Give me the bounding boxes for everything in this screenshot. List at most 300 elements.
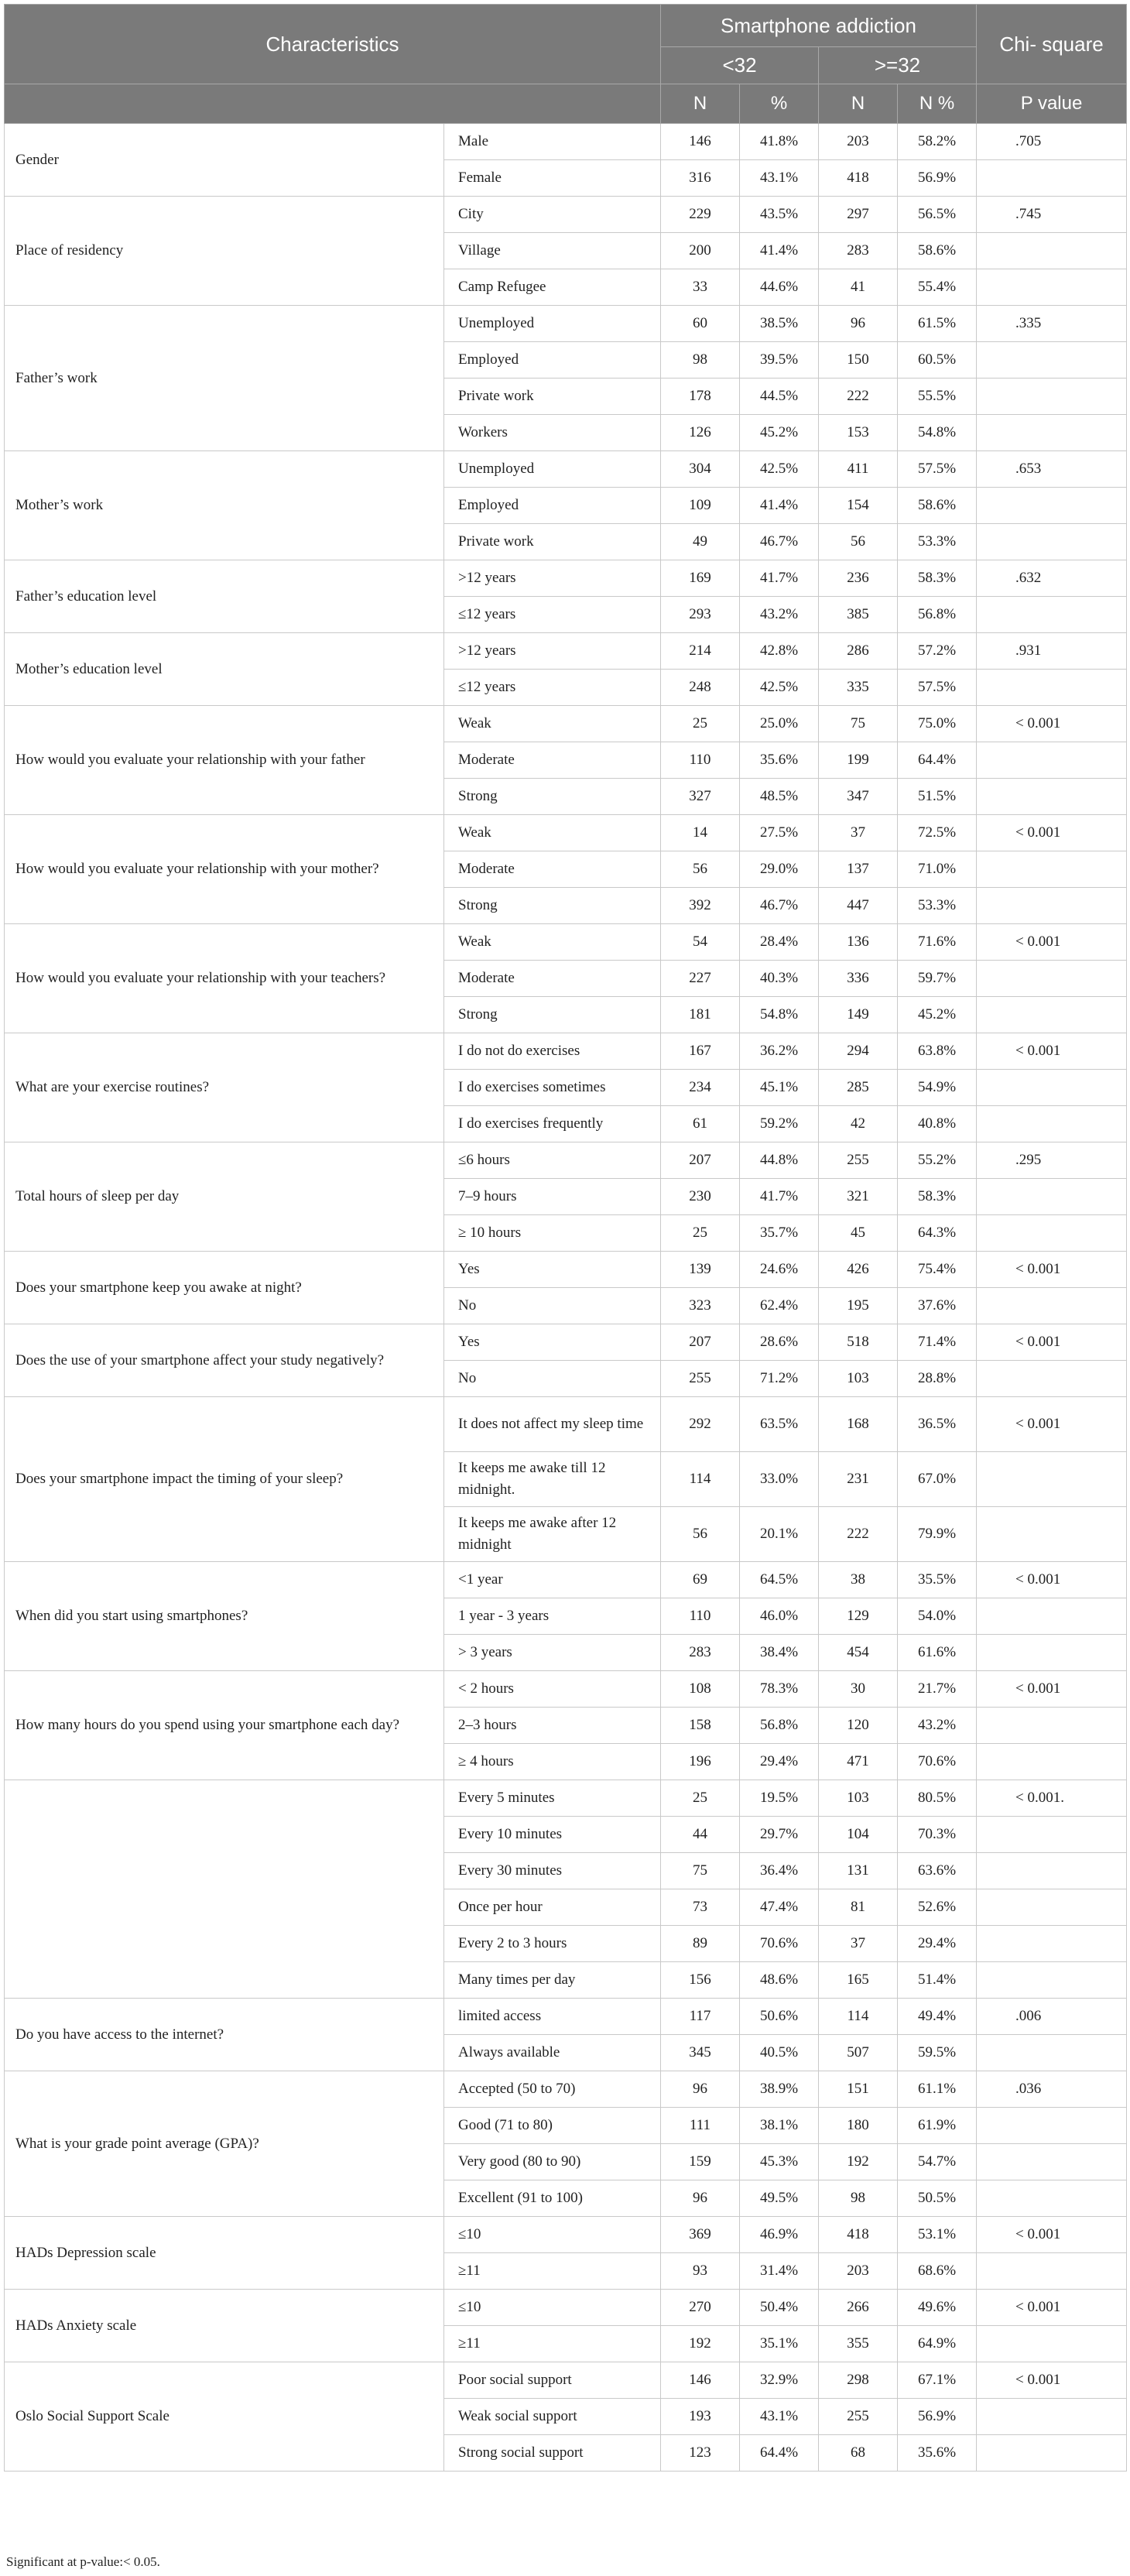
percent-low: 46.7% — [740, 888, 819, 924]
count-low: 193 — [661, 2399, 740, 2435]
count-low: 207 — [661, 1324, 740, 1361]
percent-high: 64.4% — [898, 742, 977, 779]
count-low: 392 — [661, 888, 740, 924]
percent-high: 75.4% — [898, 1252, 977, 1288]
table-row — [5, 2362, 1127, 2399]
count-high: 195 — [819, 1288, 898, 1324]
count-low: 369 — [661, 2217, 740, 2253]
percent-high: 21.7% — [898, 1671, 977, 1708]
p-value — [977, 1215, 1127, 1252]
count-low: 323 — [661, 1288, 740, 1324]
category-label: Accepted (50 to 70) — [444, 2071, 661, 2108]
count-low: 200 — [661, 233, 740, 269]
percent-low: 63.5% — [740, 1397, 819, 1452]
count-high: 165 — [819, 1962, 898, 1999]
percent-high: 54.7% — [898, 2144, 977, 2180]
percent-high: 54.8% — [898, 415, 977, 451]
percent-low: 25.0% — [740, 706, 819, 742]
count-low: 139 — [661, 1252, 740, 1288]
percent-low: 36.4% — [740, 1853, 819, 1889]
table-row — [5, 197, 1127, 233]
percent-high: 70.6% — [898, 1744, 977, 1780]
category-label: Weak social support — [444, 2399, 661, 2435]
count-low: 234 — [661, 1070, 740, 1106]
percent-low: 27.5% — [740, 815, 819, 851]
p-value: < 0.001 — [977, 2290, 1127, 2326]
count-low: 114 — [661, 1452, 740, 1507]
category-label: Poor social support — [444, 2362, 661, 2399]
count-high: 447 — [819, 888, 898, 924]
category-label: No — [444, 1361, 661, 1397]
category-label: Camp Refugee — [444, 269, 661, 306]
header-n-low: N — [661, 84, 740, 124]
percent-high: 57.2% — [898, 633, 977, 670]
percent-high: 58.2% — [898, 124, 977, 160]
characteristic-label — [5, 1780, 444, 1999]
p-value: < 0.001. — [977, 1780, 1127, 1817]
count-low: 293 — [661, 597, 740, 633]
percent-high: 45.2% — [898, 997, 977, 1033]
category-label: Yes — [444, 1252, 661, 1288]
percent-high: 64.3% — [898, 1215, 977, 1252]
p-value — [977, 961, 1127, 997]
p-value: < 0.001 — [977, 1252, 1127, 1288]
count-high: 154 — [819, 488, 898, 524]
category-label: ≤12 years — [444, 670, 661, 706]
table-row — [5, 2071, 1127, 2108]
percent-low: 41.8% — [740, 124, 819, 160]
category-label: Every 30 minutes — [444, 1853, 661, 1889]
p-value — [977, 1507, 1127, 1562]
count-high: 199 — [819, 742, 898, 779]
percent-high: 58.6% — [898, 233, 977, 269]
percent-high: 53.3% — [898, 524, 977, 560]
percent-low: 31.4% — [740, 2253, 819, 2290]
category-label: >12 years — [444, 560, 661, 597]
characteristic-label: HADs Anxiety scale — [5, 2290, 444, 2362]
category-label: Moderate — [444, 742, 661, 779]
count-low: 73 — [661, 1889, 740, 1926]
percent-high: 58.3% — [898, 1179, 977, 1215]
category-label: Male — [444, 124, 661, 160]
category-label: Village — [444, 233, 661, 269]
percent-high: 71.4% — [898, 1324, 977, 1361]
percent-low: 42.5% — [740, 451, 819, 488]
category-label: ≤10 — [444, 2290, 661, 2326]
p-value — [977, 1635, 1127, 1671]
count-low: 192 — [661, 2326, 740, 2362]
p-value: < 0.001 — [977, 2362, 1127, 2399]
category-label: Moderate — [444, 851, 661, 888]
percent-low: 50.6% — [740, 1999, 819, 2035]
percent-low: 48.5% — [740, 779, 819, 815]
category-label: Many times per day — [444, 1962, 661, 1999]
count-low: 110 — [661, 742, 740, 779]
count-low: 227 — [661, 961, 740, 997]
p-value — [977, 851, 1127, 888]
category-label: ≤6 hours — [444, 1142, 661, 1179]
count-high: 418 — [819, 2217, 898, 2253]
percent-high: 51.5% — [898, 779, 977, 815]
p-value: .006 — [977, 1999, 1127, 2035]
percent-low: 38.1% — [740, 2108, 819, 2144]
percent-low: 46.0% — [740, 1598, 819, 1635]
count-low: 61 — [661, 1106, 740, 1142]
count-low: 230 — [661, 1179, 740, 1215]
percent-high: 43.2% — [898, 1708, 977, 1744]
p-value — [977, 2180, 1127, 2217]
count-low: 292 — [661, 1397, 740, 1452]
count-low: 89 — [661, 1926, 740, 1962]
count-high: 454 — [819, 1635, 898, 1671]
table-row — [5, 924, 1127, 961]
p-value: .632 — [977, 560, 1127, 597]
percent-low: 19.5% — [740, 1780, 819, 1817]
p-value — [977, 1598, 1127, 1635]
percent-low: 43.2% — [740, 597, 819, 633]
category-label: Strong — [444, 888, 661, 924]
percent-high: 50.5% — [898, 2180, 977, 2217]
percent-high: 36.5% — [898, 1397, 977, 1452]
percent-high: 72.5% — [898, 815, 977, 851]
header-blank — [5, 84, 661, 124]
p-value — [977, 1106, 1127, 1142]
p-value: < 0.001 — [977, 924, 1127, 961]
count-high: 385 — [819, 597, 898, 633]
percent-low: 29.4% — [740, 1744, 819, 1780]
percent-low: 38.4% — [740, 1635, 819, 1671]
table-body — [5, 124, 1127, 2472]
percent-low: 78.3% — [740, 1671, 819, 1708]
count-high: 41 — [819, 269, 898, 306]
count-low: 96 — [661, 2071, 740, 2108]
count-high: 203 — [819, 124, 898, 160]
category-label: 7–9 hours — [444, 1179, 661, 1215]
percent-high: 80.5% — [898, 1780, 977, 1817]
category-label: Unemployed — [444, 306, 661, 342]
table-row — [5, 2290, 1127, 2326]
percent-high: 68.6% — [898, 2253, 977, 2290]
percent-high: 56.8% — [898, 597, 977, 633]
percent-high: 58.6% — [898, 488, 977, 524]
count-high: 114 — [819, 1999, 898, 2035]
percent-high: 52.6% — [898, 1889, 977, 1926]
p-value — [977, 1817, 1127, 1853]
percent-high: 59.7% — [898, 961, 977, 997]
percent-low: 64.4% — [740, 2435, 819, 2472]
category-label: Employed — [444, 488, 661, 524]
p-value — [977, 1853, 1127, 1889]
percent-low: 70.6% — [740, 1926, 819, 1962]
p-value — [977, 670, 1127, 706]
p-value — [977, 1962, 1127, 1999]
count-low: 56 — [661, 851, 740, 888]
percent-low: 41.7% — [740, 560, 819, 597]
table-header — [5, 5, 1127, 124]
percent-high: 49.4% — [898, 1999, 977, 2035]
count-high: 38 — [819, 1562, 898, 1598]
category-label: Workers — [444, 415, 661, 451]
table-row — [5, 1562, 1127, 1598]
p-value: .745 — [977, 197, 1127, 233]
p-value: < 0.001 — [977, 2217, 1127, 2253]
header-low-score: <32 — [661, 47, 819, 84]
characteristic-label: Father’s education level — [5, 560, 444, 633]
p-value — [977, 415, 1127, 451]
category-label: City — [444, 197, 661, 233]
count-high: 321 — [819, 1179, 898, 1215]
count-high: 418 — [819, 160, 898, 197]
characteristic-label: Father’s work — [5, 306, 444, 451]
percent-low: 24.6% — [740, 1252, 819, 1288]
count-low: 69 — [661, 1562, 740, 1598]
category-label: Private work — [444, 524, 661, 560]
count-low: 110 — [661, 1598, 740, 1635]
count-low: 169 — [661, 560, 740, 597]
p-value — [977, 1708, 1127, 1744]
percent-high: 54.0% — [898, 1598, 977, 1635]
p-value: .036 — [977, 2071, 1127, 2108]
percent-low: 45.1% — [740, 1070, 819, 1106]
count-low: 54 — [661, 924, 740, 961]
count-high: 180 — [819, 2108, 898, 2144]
count-high: 335 — [819, 670, 898, 706]
table-row — [5, 633, 1127, 670]
count-high: 222 — [819, 1507, 898, 1562]
count-high: 153 — [819, 415, 898, 451]
characteristic-label: Does your smartphone impact the timing of your sleep? — [5, 1397, 444, 1562]
percent-high: 40.8% — [898, 1106, 977, 1142]
count-low: 159 — [661, 2144, 740, 2180]
p-value — [977, 524, 1127, 560]
count-low: 327 — [661, 779, 740, 815]
percent-low: 50.4% — [740, 2290, 819, 2326]
percent-high: 70.3% — [898, 1817, 977, 1853]
percent-low: 28.6% — [740, 1324, 819, 1361]
category-label: I do not do exercises — [444, 1033, 661, 1070]
count-high: 168 — [819, 1397, 898, 1452]
p-value — [977, 779, 1127, 815]
count-high: 355 — [819, 2326, 898, 2362]
p-value — [977, 160, 1127, 197]
count-high: 56 — [819, 524, 898, 560]
characteristic-label: How many hours do you spend using your smartphone each day? — [5, 1671, 444, 1780]
percent-high: 61.1% — [898, 2071, 977, 2108]
table-footnote: Significant at p-value:< 0.05. — [6, 2554, 160, 2569]
characteristic-label: Do you have access to the internet? — [5, 1999, 444, 2071]
percent-low: 41.4% — [740, 233, 819, 269]
header-chi-square: Chi- square — [977, 5, 1127, 84]
percent-high: 35.6% — [898, 2435, 977, 2472]
category-label: 1 year - 3 years — [444, 1598, 661, 1635]
percent-high: 56.9% — [898, 160, 977, 197]
count-high: 103 — [819, 1780, 898, 1817]
category-label: No — [444, 1288, 661, 1324]
count-high: 129 — [819, 1598, 898, 1635]
percent-high: 55.5% — [898, 379, 977, 415]
p-value — [977, 1070, 1127, 1106]
table-row — [5, 1324, 1127, 1361]
p-value — [977, 597, 1127, 633]
percent-low: 46.7% — [740, 524, 819, 560]
p-value — [977, 997, 1127, 1033]
category-label: Excellent (91 to 100) — [444, 2180, 661, 2217]
count-low: 123 — [661, 2435, 740, 2472]
header-high-score: >=32 — [819, 47, 977, 84]
percent-low: 71.2% — [740, 1361, 819, 1397]
category-label: ≤10 — [444, 2217, 661, 2253]
category-label: Every 5 minutes — [444, 1780, 661, 1817]
p-value — [977, 1926, 1127, 1962]
percent-high: 55.4% — [898, 269, 977, 306]
count-low: 316 — [661, 160, 740, 197]
percent-low: 38.9% — [740, 2071, 819, 2108]
count-low: 25 — [661, 1780, 740, 1817]
count-high: 266 — [819, 2290, 898, 2326]
category-label: Every 2 to 3 hours — [444, 1926, 661, 1962]
percent-low: 35.7% — [740, 1215, 819, 1252]
table-row — [5, 560, 1127, 597]
p-value: .335 — [977, 306, 1127, 342]
count-low: 178 — [661, 379, 740, 415]
count-high: 131 — [819, 1853, 898, 1889]
count-high: 68 — [819, 2435, 898, 2472]
p-value: .295 — [977, 1142, 1127, 1179]
category-label: It does not affect my sleep time — [444, 1397, 661, 1452]
percent-low: 32.9% — [740, 2362, 819, 2399]
p-value: < 0.001 — [977, 1562, 1127, 1598]
category-label: Every 10 minutes — [444, 1817, 661, 1853]
count-low: 255 — [661, 1361, 740, 1397]
count-high: 75 — [819, 706, 898, 742]
category-label: Unemployed — [444, 451, 661, 488]
p-value — [977, 742, 1127, 779]
count-low: 93 — [661, 2253, 740, 2290]
percent-high: 79.9% — [898, 1507, 977, 1562]
percent-high: 60.5% — [898, 342, 977, 379]
percent-high: 57.5% — [898, 670, 977, 706]
percent-low: 44.5% — [740, 379, 819, 415]
percent-high: 63.6% — [898, 1853, 977, 1889]
count-low: 345 — [661, 2035, 740, 2071]
count-high: 151 — [819, 2071, 898, 2108]
category-label: Always available — [444, 2035, 661, 2071]
count-low: 214 — [661, 633, 740, 670]
count-high: 255 — [819, 1142, 898, 1179]
p-value — [977, 379, 1127, 415]
p-value — [977, 2108, 1127, 2144]
percent-high: 56.5% — [898, 197, 977, 233]
p-value — [977, 1361, 1127, 1397]
data-table — [4, 4, 1127, 2472]
p-value: < 0.001 — [977, 706, 1127, 742]
count-low: 207 — [661, 1142, 740, 1179]
percent-high: 75.0% — [898, 706, 977, 742]
count-high: 286 — [819, 633, 898, 670]
percent-high: 28.8% — [898, 1361, 977, 1397]
count-low: 146 — [661, 2362, 740, 2399]
category-label: ≥11 — [444, 2253, 661, 2290]
percent-low: 54.8% — [740, 997, 819, 1033]
count-low: 181 — [661, 997, 740, 1033]
p-value — [977, 488, 1127, 524]
count-high: 336 — [819, 961, 898, 997]
characteristic-label: HADs Depression scale — [5, 2217, 444, 2290]
table-row — [5, 1033, 1127, 1070]
count-high: 426 — [819, 1252, 898, 1288]
characteristic-label: Place of residency — [5, 197, 444, 306]
percent-high: 61.5% — [898, 306, 977, 342]
category-label: limited access — [444, 1999, 661, 2035]
count-high: 98 — [819, 2180, 898, 2217]
category-label: It keeps me awake after 12 midnight — [444, 1507, 661, 1562]
p-value: < 0.001 — [977, 1671, 1127, 1708]
count-high: 37 — [819, 815, 898, 851]
percent-high: 51.4% — [898, 1962, 977, 1999]
category-label: Good (71 to 80) — [444, 2108, 661, 2144]
percent-low: 39.5% — [740, 342, 819, 379]
table-row — [5, 451, 1127, 488]
count-low: 109 — [661, 488, 740, 524]
count-low: 14 — [661, 815, 740, 851]
count-high: 137 — [819, 851, 898, 888]
p-value: < 0.001 — [977, 1397, 1127, 1452]
count-high: 192 — [819, 2144, 898, 2180]
count-low: 196 — [661, 1744, 740, 1780]
category-label: Strong — [444, 779, 661, 815]
percent-high: 35.5% — [898, 1562, 977, 1598]
percent-low: 46.9% — [740, 2217, 819, 2253]
percent-low: 44.8% — [740, 1142, 819, 1179]
category-label: ≥11 — [444, 2326, 661, 2362]
p-value — [977, 2253, 1127, 2290]
p-value — [977, 2144, 1127, 2180]
p-value — [977, 1889, 1127, 1926]
percent-low: 43.1% — [740, 160, 819, 197]
percent-low: 35.1% — [740, 2326, 819, 2362]
category-label: Strong social support — [444, 2435, 661, 2472]
table-row — [5, 706, 1127, 742]
count-high: 231 — [819, 1452, 898, 1507]
characteristic-label: Does your smartphone keep you awake at night? — [5, 1252, 444, 1324]
p-value: < 0.001 — [977, 815, 1127, 851]
p-value — [977, 2326, 1127, 2362]
category-label: Yes — [444, 1324, 661, 1361]
percent-high: 63.8% — [898, 1033, 977, 1070]
percent-low: 64.5% — [740, 1562, 819, 1598]
percent-low: 35.6% — [740, 742, 819, 779]
count-low: 25 — [661, 706, 740, 742]
percent-low: 49.5% — [740, 2180, 819, 2217]
p-value: .931 — [977, 633, 1127, 670]
p-value — [977, 2435, 1127, 2472]
percent-high: 67.1% — [898, 2362, 977, 2399]
characteristic-label: Oslo Social Support Scale — [5, 2362, 444, 2472]
table-row — [5, 815, 1127, 851]
percent-low: 47.4% — [740, 1889, 819, 1926]
characteristic-label: Gender — [5, 124, 444, 197]
p-value — [977, 1179, 1127, 1215]
p-value: .705 — [977, 124, 1127, 160]
percent-low: 44.6% — [740, 269, 819, 306]
category-label: Weak — [444, 706, 661, 742]
count-high: 518 — [819, 1324, 898, 1361]
characteristic-label: How would you evaluate your relationship with your teachers? — [5, 924, 444, 1033]
count-low: 108 — [661, 1671, 740, 1708]
category-label: I do exercises sometimes — [444, 1070, 661, 1106]
count-high: 297 — [819, 197, 898, 233]
count-low: 229 — [661, 197, 740, 233]
